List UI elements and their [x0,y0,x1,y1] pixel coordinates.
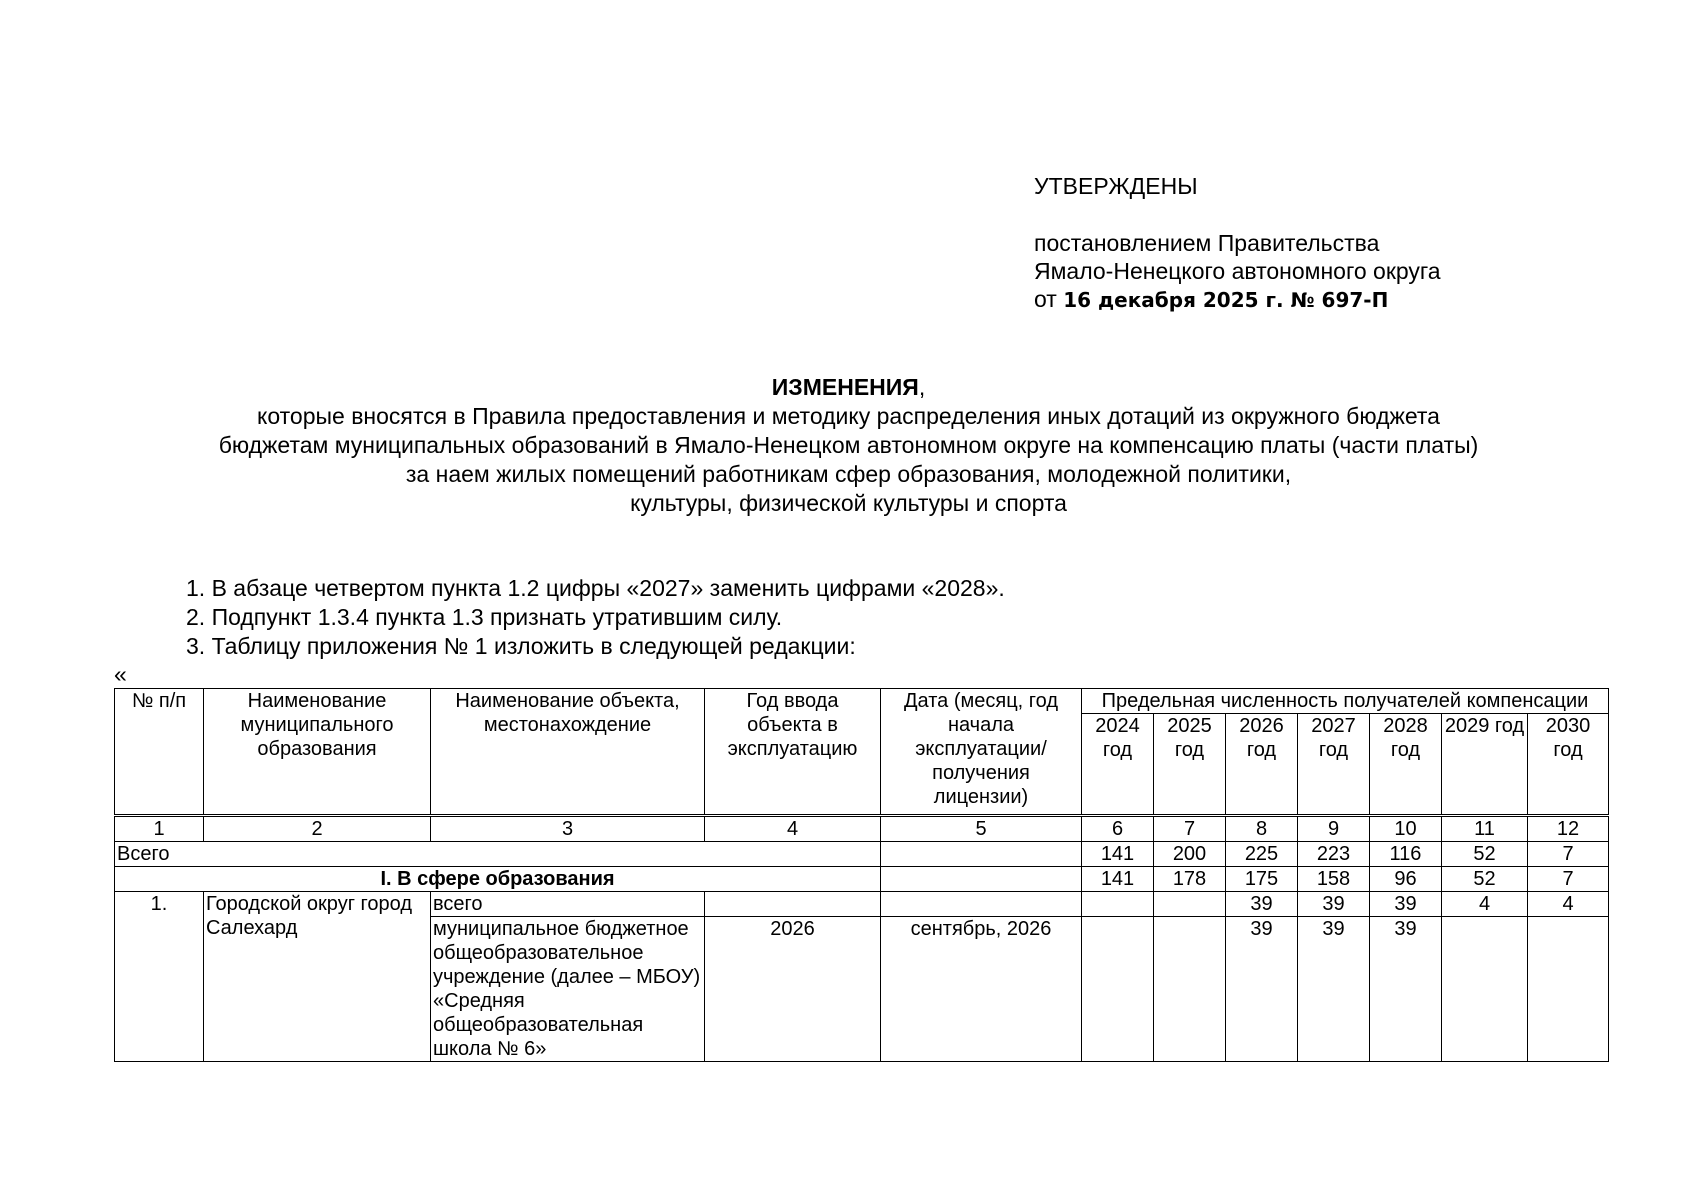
header-year-2027: 2027 год [1298,714,1370,815]
col-number: 2 [204,817,431,842]
total-value: 141 [1082,842,1154,867]
open-quote: « [114,661,127,687]
approval-date-line [1034,285,1441,314]
header-year-2025: 2025 год [1154,714,1226,815]
col-number: 7 [1154,817,1226,842]
col-number: 1 [115,817,204,842]
title-line-2: бюджетам муниципальных образований в Ямало-Ненецком автономном округе на компенсацию платы (части платы) [218,432,1479,458]
amendment-item-3: 3. Таблицу приложения № 1 изложить в следующей редакции: [186,633,856,659]
total-label: Всего [115,842,881,867]
row-object-year: 2026 [705,917,881,1062]
title-line-3: за наем жилых помещений работникам сфер образования, молодежной политики, [405,461,1292,487]
row-object-name: муниципальное бюджетное общеобразовательное учреждение (далее – МБОУ) «Средняя общеобразовательная школа № 6» [431,917,705,1062]
amendment-items [186,574,1005,661]
col-number: 3 [431,817,705,842]
section-value: 141 [1082,867,1154,892]
approval-date-prefix: от [1034,286,1057,312]
row-value [1082,892,1154,917]
row-object-date: сентябрь, 2026 [881,917,1082,1062]
column-number-row [115,817,1609,842]
section-value: 7 [1528,867,1609,892]
header-year-2026: 2026 год [1226,714,1298,815]
total-value: 200 [1154,842,1226,867]
header-row-1 [115,689,1609,714]
section-value: 52 [1442,867,1528,892]
title-bold: ИЗМЕНЕНИЯ [771,374,919,400]
section-value: 96 [1370,867,1442,892]
col-number: 8 [1226,817,1298,842]
table-row [115,892,1609,917]
title-line-4: культуры, физической культуры и спорта [630,490,1067,516]
row-value [1154,917,1226,1062]
row-year-empty [705,892,881,917]
row-value: 39 [1226,917,1298,1062]
row-value: 39 [1298,917,1370,1062]
header-year-2024: 2024 год [1082,714,1154,815]
row-value: 4 [1528,892,1609,917]
row-value [1082,917,1154,1062]
section-value: 158 [1298,867,1370,892]
total-empty [881,842,1082,867]
row-municipality: Городской округ город Салехард [204,892,431,1062]
total-value: 223 [1298,842,1370,867]
row-date-empty [881,892,1082,917]
col-number: 12 [1528,817,1609,842]
header-object: Наименование объекта, местонахождение [431,689,705,815]
row-value: 39 [1370,892,1442,917]
section-row [115,867,1609,892]
header-year-2029: 2029 год [1442,714,1528,815]
approval-date: 16 декабря 2025 г. № 697-П [1063,288,1389,312]
title-comma: , [918,374,926,400]
total-value: 52 [1442,842,1528,867]
header-year-2028: 2028 год [1370,714,1442,815]
amendment-item-2: 2. Подпункт 1.3.4 пункта 1.3 признать утратившим силу. [186,604,783,630]
row-value [1442,917,1528,1062]
row-number: 1. [115,892,204,1062]
col-number: 5 [881,817,1082,842]
total-row [115,842,1609,867]
total-value: 7 [1528,842,1609,867]
row-value [1528,917,1609,1062]
row-object-all: всего [431,892,705,917]
section-label: I. В сфере образования [115,867,881,892]
header-year-2030: 2030 год [1528,714,1609,815]
section-value: 178 [1154,867,1226,892]
col-number: 6 [1082,817,1154,842]
amendment-item-1: 1. В абзаце четвертом пункта 1.2 цифры «2027» заменить цифрами «2028». [186,575,1005,601]
col-number: 9 [1298,817,1370,842]
row-value: 4 [1442,892,1528,917]
total-value: 225 [1226,842,1298,867]
document-title [0,373,1697,518]
approval-heading: УТВЕРЖДЕНЫ [1034,173,1198,199]
row-value: 39 [1370,917,1442,1062]
col-number: 10 [1370,817,1442,842]
compensation-table [114,688,1609,1062]
header-year: Год ввода объекта в эксплуатацию [705,689,881,815]
header-num: № п/п [115,689,204,815]
approval-block [1034,172,1441,314]
col-number: 11 [1442,817,1528,842]
title-line-1: которые вносятся в Правила предоставления и методику распределения иных дотаций из окружного бюджета [257,403,1440,429]
header-limit: Предельная численность получателей компенсации [1082,689,1609,714]
header-municipality: Наименование муниципального образования [204,689,431,815]
col-number: 4 [705,817,881,842]
approval-line-1: постановлением Правительства [1034,230,1380,256]
approval-line-2: Ямало-Ненецкого автономного округа [1034,258,1441,284]
section-value: 175 [1226,867,1298,892]
row-value: 39 [1298,892,1370,917]
total-value: 116 [1370,842,1442,867]
row-value [1154,892,1226,917]
row-value: 39 [1226,892,1298,917]
section-empty [881,867,1082,892]
header-date: Дата (месяц, год начала эксплуатации/ получения лицензии) [881,689,1082,815]
